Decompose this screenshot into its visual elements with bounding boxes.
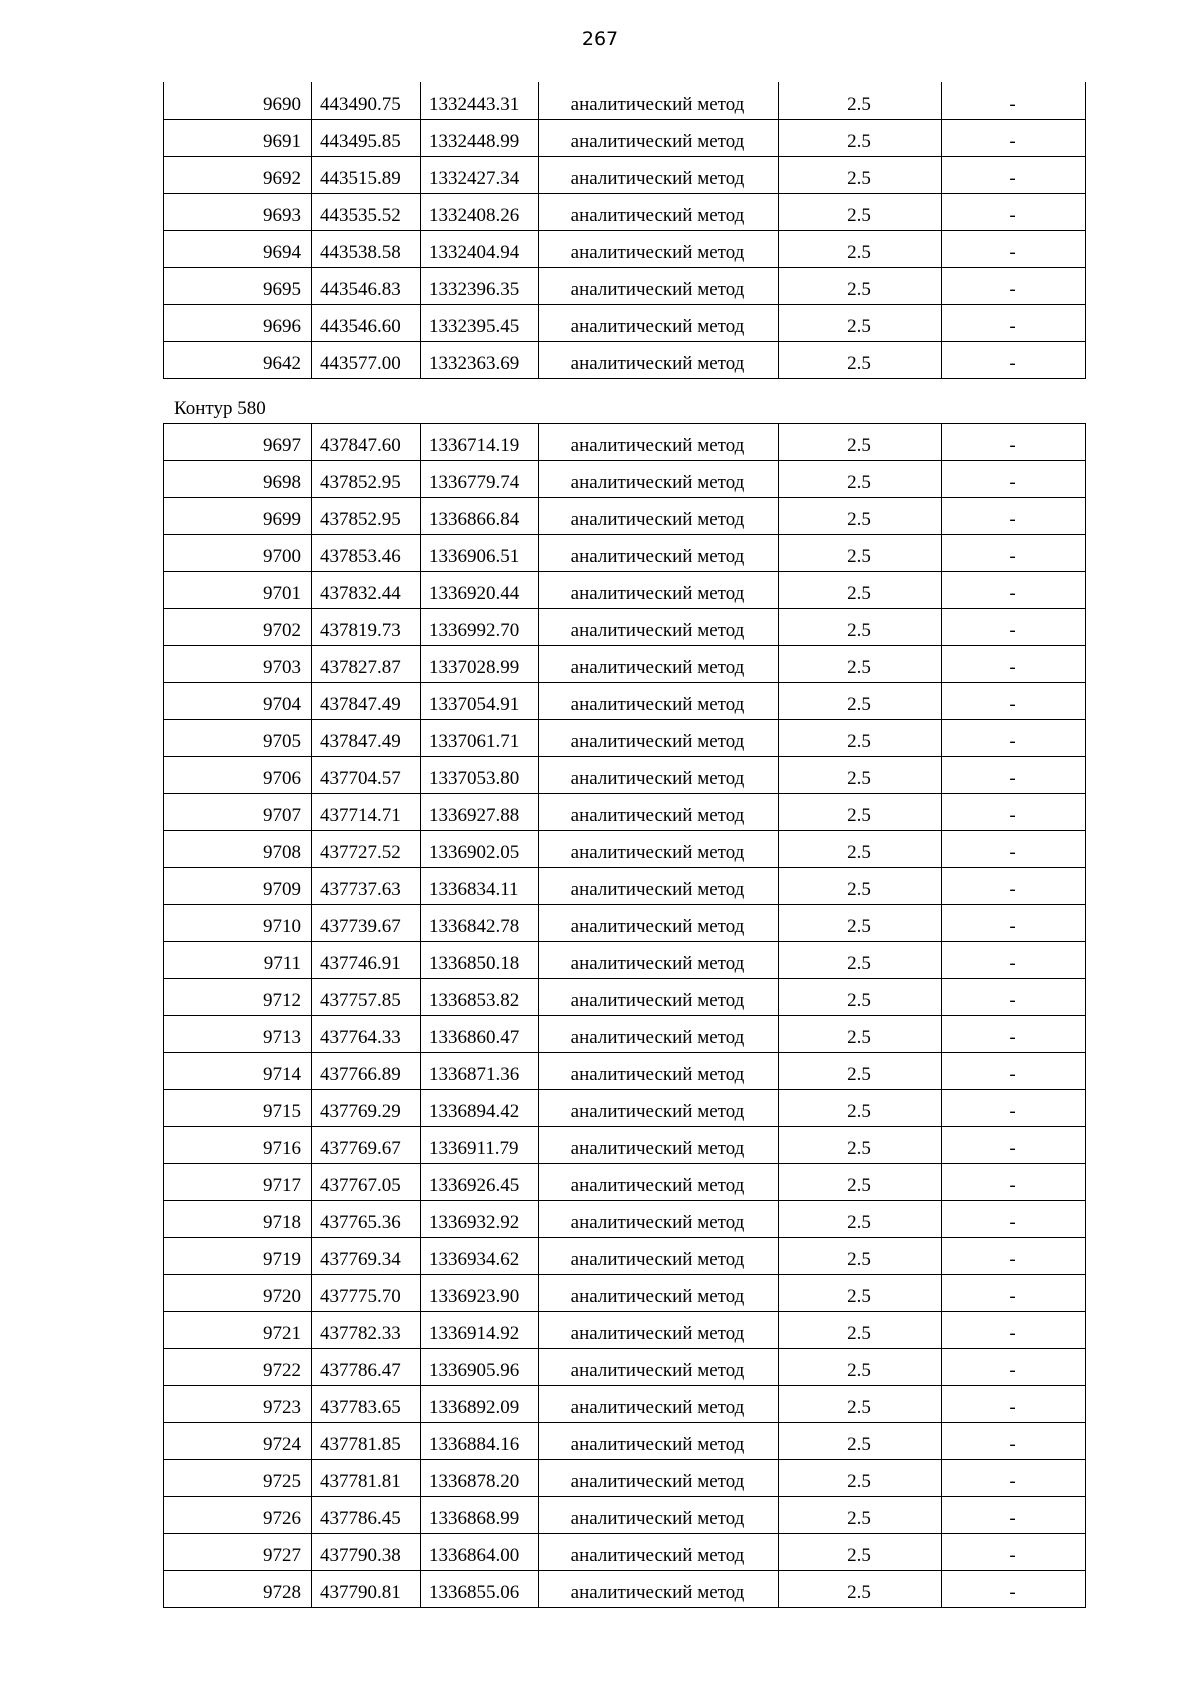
table-row — [164, 1386, 1086, 1423]
y-coordinate-cell: 1336834.11 — [421, 868, 539, 905]
note-cell: - — [942, 572, 1086, 609]
note-cell: - — [942, 1386, 1086, 1423]
accuracy-cell: 2.5 — [779, 609, 942, 646]
x-coordinate-cell: 437714.71 — [312, 794, 421, 831]
point-number-cell: 9698 — [164, 461, 312, 498]
point-number-cell: 9642 — [164, 341, 312, 378]
method-cell: аналитический метод — [539, 720, 779, 757]
method-cell: аналитический метод — [539, 230, 779, 267]
x-coordinate-cell: 437781.81 — [312, 1460, 421, 1497]
table-row — [164, 1053, 1086, 1090]
note-cell: - — [942, 720, 1086, 757]
x-coordinate-cell: 437847.60 — [312, 424, 421, 461]
method-cell: аналитический метод — [539, 942, 779, 979]
note-cell: - — [942, 1460, 1086, 1497]
method-cell: аналитический метод — [539, 1571, 779, 1608]
point-number-cell: 9694 — [164, 230, 312, 267]
point-number-cell: 9725 — [164, 1460, 312, 1497]
x-coordinate-cell: 437704.57 — [312, 757, 421, 794]
point-number-cell: 9701 — [164, 572, 312, 609]
point-number-cell: 9718 — [164, 1201, 312, 1238]
table-row — [164, 905, 1086, 942]
method-cell: аналитический метод — [539, 1127, 779, 1164]
accuracy-cell: 2.5 — [779, 1534, 942, 1571]
method-cell: аналитический метод — [539, 646, 779, 683]
x-coordinate-cell: 437781.85 — [312, 1423, 421, 1460]
x-coordinate-cell: 443546.60 — [312, 304, 421, 341]
point-number-cell: 9728 — [164, 1571, 312, 1608]
accuracy-cell: 2.5 — [779, 341, 942, 378]
accuracy-cell: 2.5 — [779, 82, 942, 119]
table-row — [164, 868, 1086, 905]
note-cell: - — [942, 1238, 1086, 1275]
table-row — [164, 341, 1086, 378]
table-row — [164, 1423, 1086, 1460]
point-number-cell: 9724 — [164, 1423, 312, 1460]
x-coordinate-cell: 437847.49 — [312, 720, 421, 757]
x-coordinate-cell: 437852.95 — [312, 498, 421, 535]
accuracy-cell: 2.5 — [779, 230, 942, 267]
point-number-cell: 9692 — [164, 156, 312, 193]
x-coordinate-cell: 437782.33 — [312, 1312, 421, 1349]
y-coordinate-cell: 1336902.05 — [421, 831, 539, 868]
table-row — [164, 82, 1086, 119]
table-row — [164, 267, 1086, 304]
accuracy-cell: 2.5 — [779, 794, 942, 831]
y-coordinate-cell: 1336927.88 — [421, 794, 539, 831]
method-cell: аналитический метод — [539, 1497, 779, 1534]
method-cell: аналитический метод — [539, 119, 779, 156]
accuracy-cell: 2.5 — [779, 1090, 942, 1127]
note-cell: - — [942, 498, 1086, 535]
y-coordinate-cell: 1336850.18 — [421, 942, 539, 979]
method-cell: аналитический метод — [539, 794, 779, 831]
method-cell: аналитический метод — [539, 831, 779, 868]
x-coordinate-cell: 437769.67 — [312, 1127, 421, 1164]
note-cell: - — [942, 1312, 1086, 1349]
y-coordinate-cell: 1332363.69 — [421, 341, 539, 378]
point-number-cell: 9719 — [164, 1238, 312, 1275]
note-cell: - — [942, 979, 1086, 1016]
table-row — [164, 424, 1086, 461]
method-cell: аналитический метод — [539, 1201, 779, 1238]
table-row — [164, 1090, 1086, 1127]
y-coordinate-cell: 1336842.78 — [421, 905, 539, 942]
point-number-cell: 9703 — [164, 646, 312, 683]
method-cell: аналитический метод — [539, 905, 779, 942]
accuracy-cell: 2.5 — [779, 683, 942, 720]
point-number-cell: 9726 — [164, 1497, 312, 1534]
table-row — [164, 535, 1086, 572]
table-row — [164, 609, 1086, 646]
note-cell: - — [942, 831, 1086, 868]
x-coordinate-cell: 437827.87 — [312, 646, 421, 683]
y-coordinate-cell: 1332396.35 — [421, 267, 539, 304]
accuracy-cell: 2.5 — [779, 461, 942, 498]
method-cell: аналитический метод — [539, 1349, 779, 1386]
x-coordinate-cell: 443546.83 — [312, 267, 421, 304]
accuracy-cell: 2.5 — [779, 498, 942, 535]
table-row — [164, 1127, 1086, 1164]
y-coordinate-cell: 1336779.74 — [421, 461, 539, 498]
point-number-cell: 9695 — [164, 267, 312, 304]
note-cell: - — [942, 1275, 1086, 1312]
method-cell: аналитический метод — [539, 979, 779, 1016]
y-coordinate-cell: 1336853.82 — [421, 979, 539, 1016]
page-number: 267 — [581, 28, 619, 50]
point-number-cell: 9708 — [164, 831, 312, 868]
table-row — [164, 156, 1086, 193]
note-cell: - — [942, 156, 1086, 193]
x-coordinate-cell: 437739.67 — [312, 905, 421, 942]
x-coordinate-cell: 443577.00 — [312, 341, 421, 378]
point-number-cell: 9717 — [164, 1164, 312, 1201]
note-cell: - — [942, 341, 1086, 378]
y-coordinate-cell: 1336923.90 — [421, 1275, 539, 1312]
accuracy-cell: 2.5 — [779, 831, 942, 868]
method-cell: аналитический метод — [539, 193, 779, 230]
table-row — [164, 1164, 1086, 1201]
accuracy-cell: 2.5 — [779, 1386, 942, 1423]
accuracy-cell: 2.5 — [779, 424, 942, 461]
point-number-cell: 9713 — [164, 1016, 312, 1053]
point-number-cell: 9714 — [164, 1053, 312, 1090]
table-row — [164, 979, 1086, 1016]
accuracy-cell: 2.5 — [779, 646, 942, 683]
y-coordinate-cell: 1336855.06 — [421, 1571, 539, 1608]
x-coordinate-cell: 437853.46 — [312, 535, 421, 572]
y-coordinate-cell: 1336926.45 — [421, 1164, 539, 1201]
method-cell: аналитический метод — [539, 1016, 779, 1053]
table-row — [164, 1275, 1086, 1312]
note-cell: - — [942, 1164, 1086, 1201]
x-coordinate-cell: 437769.29 — [312, 1090, 421, 1127]
method-cell: аналитический метод — [539, 304, 779, 341]
point-number-cell: 9693 — [164, 193, 312, 230]
point-number-cell: 9727 — [164, 1534, 312, 1571]
y-coordinate-cell: 1336868.99 — [421, 1497, 539, 1534]
table-row — [164, 1349, 1086, 1386]
note-cell: - — [942, 1127, 1086, 1164]
x-coordinate-cell: 443538.58 — [312, 230, 421, 267]
accuracy-cell: 2.5 — [779, 942, 942, 979]
y-coordinate-cell: 1336864.00 — [421, 1534, 539, 1571]
table-row — [164, 831, 1086, 868]
x-coordinate-cell: 437769.34 — [312, 1238, 421, 1275]
table-row — [164, 1571, 1086, 1608]
table-row — [164, 683, 1086, 720]
x-coordinate-cell: 437786.47 — [312, 1349, 421, 1386]
x-coordinate-cell: 437852.95 — [312, 461, 421, 498]
method-cell: аналитический метод — [539, 1238, 779, 1275]
note-cell: - — [942, 424, 1086, 461]
y-coordinate-cell: 1332443.31 — [421, 82, 539, 119]
x-coordinate-cell: 437757.85 — [312, 979, 421, 1016]
accuracy-cell: 2.5 — [779, 868, 942, 905]
method-cell: аналитический метод — [539, 267, 779, 304]
method-cell: аналитический метод — [539, 1090, 779, 1127]
note-cell: - — [942, 942, 1086, 979]
x-coordinate-cell: 437819.73 — [312, 609, 421, 646]
note-cell: - — [942, 461, 1086, 498]
accuracy-cell: 2.5 — [779, 720, 942, 757]
table-row — [164, 1201, 1086, 1238]
accuracy-cell: 2.5 — [779, 1571, 942, 1608]
x-coordinate-cell: 437832.44 — [312, 572, 421, 609]
method-cell: аналитический метод — [539, 683, 779, 720]
note-cell: - — [942, 794, 1086, 831]
accuracy-cell: 2.5 — [779, 905, 942, 942]
x-coordinate-cell: 437727.52 — [312, 831, 421, 868]
accuracy-cell: 2.5 — [779, 1460, 942, 1497]
point-number-cell: 9690 — [164, 82, 312, 119]
y-coordinate-cell: 1336905.96 — [421, 1349, 539, 1386]
coordinates-table-contour-580 — [163, 423, 1086, 1608]
method-cell: аналитический метод — [539, 424, 779, 461]
x-coordinate-cell: 443490.75 — [312, 82, 421, 119]
note-cell: - — [942, 757, 1086, 794]
table-row — [164, 942, 1086, 979]
table-row — [164, 720, 1086, 757]
table-row — [164, 119, 1086, 156]
accuracy-cell: 2.5 — [779, 1201, 942, 1238]
x-coordinate-cell: 437783.65 — [312, 1386, 421, 1423]
y-coordinate-cell: 1336914.92 — [421, 1312, 539, 1349]
y-coordinate-cell: 1336932.92 — [421, 1201, 539, 1238]
accuracy-cell: 2.5 — [779, 1423, 942, 1460]
accuracy-cell: 2.5 — [779, 1349, 942, 1386]
method-cell: аналитический метод — [539, 156, 779, 193]
accuracy-cell: 2.5 — [779, 757, 942, 794]
x-coordinate-cell: 437766.89 — [312, 1053, 421, 1090]
method-cell: аналитический метод — [539, 82, 779, 119]
accuracy-cell: 2.5 — [779, 304, 942, 341]
table-row — [164, 1016, 1086, 1053]
point-number-cell: 9716 — [164, 1127, 312, 1164]
table-row — [164, 1534, 1086, 1571]
point-number-cell: 9700 — [164, 535, 312, 572]
point-number-cell: 9709 — [164, 868, 312, 905]
point-number-cell: 9705 — [164, 720, 312, 757]
x-coordinate-cell: 437786.45 — [312, 1497, 421, 1534]
point-number-cell: 9696 — [164, 304, 312, 341]
contour-label: Контур 580 — [174, 398, 266, 419]
note-cell: - — [942, 1423, 1086, 1460]
method-cell: аналитический метод — [539, 461, 779, 498]
note-cell: - — [942, 535, 1086, 572]
point-number-cell: 9697 — [164, 424, 312, 461]
y-coordinate-cell: 1336920.44 — [421, 572, 539, 609]
y-coordinate-cell: 1336871.36 — [421, 1053, 539, 1090]
table-row — [164, 498, 1086, 535]
note-cell: - — [942, 868, 1086, 905]
point-number-cell: 9699 — [164, 498, 312, 535]
y-coordinate-cell: 1336714.19 — [421, 424, 539, 461]
accuracy-cell: 2.5 — [779, 267, 942, 304]
note-cell: - — [942, 267, 1086, 304]
note-cell: - — [942, 230, 1086, 267]
note-cell: - — [942, 1497, 1086, 1534]
point-number-cell: 9723 — [164, 1386, 312, 1423]
table-row — [164, 1460, 1086, 1497]
point-number-cell: 9721 — [164, 1312, 312, 1349]
point-number-cell: 9704 — [164, 683, 312, 720]
point-number-cell: 9691 — [164, 119, 312, 156]
x-coordinate-cell: 437765.36 — [312, 1201, 421, 1238]
point-number-cell: 9715 — [164, 1090, 312, 1127]
method-cell: аналитический метод — [539, 609, 779, 646]
note-cell: - — [942, 1534, 1086, 1571]
y-coordinate-cell: 1336911.79 — [421, 1127, 539, 1164]
method-cell: аналитический метод — [539, 757, 779, 794]
accuracy-cell: 2.5 — [779, 535, 942, 572]
method-cell: аналитический метод — [539, 1423, 779, 1460]
table-row — [164, 230, 1086, 267]
note-cell: - — [942, 82, 1086, 119]
note-cell: - — [942, 646, 1086, 683]
y-coordinate-cell: 1337061.71 — [421, 720, 539, 757]
point-number-cell: 9722 — [164, 1349, 312, 1386]
method-cell: аналитический метод — [539, 535, 779, 572]
point-number-cell: 9707 — [164, 794, 312, 831]
note-cell: - — [942, 1201, 1086, 1238]
y-coordinate-cell: 1332408.26 — [421, 193, 539, 230]
y-coordinate-cell: 1337054.91 — [421, 683, 539, 720]
y-coordinate-cell: 1332395.45 — [421, 304, 539, 341]
table-row — [164, 646, 1086, 683]
accuracy-cell: 2.5 — [779, 1275, 942, 1312]
accuracy-cell: 2.5 — [779, 572, 942, 609]
y-coordinate-cell: 1336878.20 — [421, 1460, 539, 1497]
note-cell: - — [942, 1053, 1086, 1090]
x-coordinate-cell: 437790.38 — [312, 1534, 421, 1571]
x-coordinate-cell: 443495.85 — [312, 119, 421, 156]
x-coordinate-cell: 437767.05 — [312, 1164, 421, 1201]
y-coordinate-cell: 1337028.99 — [421, 646, 539, 683]
x-coordinate-cell: 437764.33 — [312, 1016, 421, 1053]
note-cell: - — [942, 905, 1086, 942]
accuracy-cell: 2.5 — [779, 156, 942, 193]
accuracy-cell: 2.5 — [779, 1238, 942, 1275]
y-coordinate-cell: 1336906.51 — [421, 535, 539, 572]
method-cell: аналитический метод — [539, 572, 779, 609]
y-coordinate-cell: 1336894.42 — [421, 1090, 539, 1127]
y-coordinate-cell: 1336934.62 — [421, 1238, 539, 1275]
note-cell: - — [942, 683, 1086, 720]
point-number-cell: 9702 — [164, 609, 312, 646]
method-cell: аналитический метод — [539, 1312, 779, 1349]
method-cell: аналитический метод — [539, 341, 779, 378]
table-row — [164, 1312, 1086, 1349]
accuracy-cell: 2.5 — [779, 193, 942, 230]
x-coordinate-cell: 437775.70 — [312, 1275, 421, 1312]
x-coordinate-cell: 437746.91 — [312, 942, 421, 979]
note-cell: - — [942, 1016, 1086, 1053]
method-cell: аналитический метод — [539, 1275, 779, 1312]
accuracy-cell: 2.5 — [779, 119, 942, 156]
coordinates-table-continued — [163, 82, 1086, 379]
y-coordinate-cell: 1336884.16 — [421, 1423, 539, 1460]
point-number-cell: 9712 — [164, 979, 312, 1016]
table-row — [164, 1497, 1086, 1534]
table-row — [164, 193, 1086, 230]
table-row — [164, 572, 1086, 609]
method-cell: аналитический метод — [539, 498, 779, 535]
method-cell: аналитический метод — [539, 1386, 779, 1423]
table-row — [164, 304, 1086, 341]
accuracy-cell: 2.5 — [779, 1127, 942, 1164]
note-cell: - — [942, 119, 1086, 156]
accuracy-cell: 2.5 — [779, 979, 942, 1016]
y-coordinate-cell: 1332404.94 — [421, 230, 539, 267]
method-cell: аналитический метод — [539, 1534, 779, 1571]
x-coordinate-cell: 443515.89 — [312, 156, 421, 193]
point-number-cell: 9706 — [164, 757, 312, 794]
x-coordinate-cell: 437847.49 — [312, 683, 421, 720]
x-coordinate-cell: 437737.63 — [312, 868, 421, 905]
y-coordinate-cell: 1336866.84 — [421, 498, 539, 535]
y-coordinate-cell: 1337053.80 — [421, 757, 539, 794]
method-cell: аналитический метод — [539, 1164, 779, 1201]
point-number-cell: 9710 — [164, 905, 312, 942]
table-row — [164, 1238, 1086, 1275]
table-row — [164, 794, 1086, 831]
point-number-cell: 9720 — [164, 1275, 312, 1312]
method-cell: аналитический метод — [539, 1460, 779, 1497]
accuracy-cell: 2.5 — [779, 1016, 942, 1053]
method-cell: аналитический метод — [539, 1053, 779, 1090]
note-cell: - — [942, 1571, 1086, 1608]
y-coordinate-cell: 1332427.34 — [421, 156, 539, 193]
accuracy-cell: 2.5 — [779, 1053, 942, 1090]
x-coordinate-cell: 437790.81 — [312, 1571, 421, 1608]
x-coordinate-cell: 443535.52 — [312, 193, 421, 230]
note-cell: - — [942, 1349, 1086, 1386]
note-cell: - — [942, 1090, 1086, 1127]
y-coordinate-cell: 1336992.70 — [421, 609, 539, 646]
accuracy-cell: 2.5 — [779, 1497, 942, 1534]
accuracy-cell: 2.5 — [779, 1164, 942, 1201]
note-cell: - — [942, 193, 1086, 230]
note-cell: - — [942, 304, 1086, 341]
accuracy-cell: 2.5 — [779, 1312, 942, 1349]
y-coordinate-cell: 1332448.99 — [421, 119, 539, 156]
note-cell: - — [942, 609, 1086, 646]
point-number-cell: 9711 — [164, 942, 312, 979]
y-coordinate-cell: 1336892.09 — [421, 1386, 539, 1423]
table-row — [164, 461, 1086, 498]
table-row — [164, 757, 1086, 794]
y-coordinate-cell: 1336860.47 — [421, 1016, 539, 1053]
method-cell: аналитический метод — [539, 868, 779, 905]
